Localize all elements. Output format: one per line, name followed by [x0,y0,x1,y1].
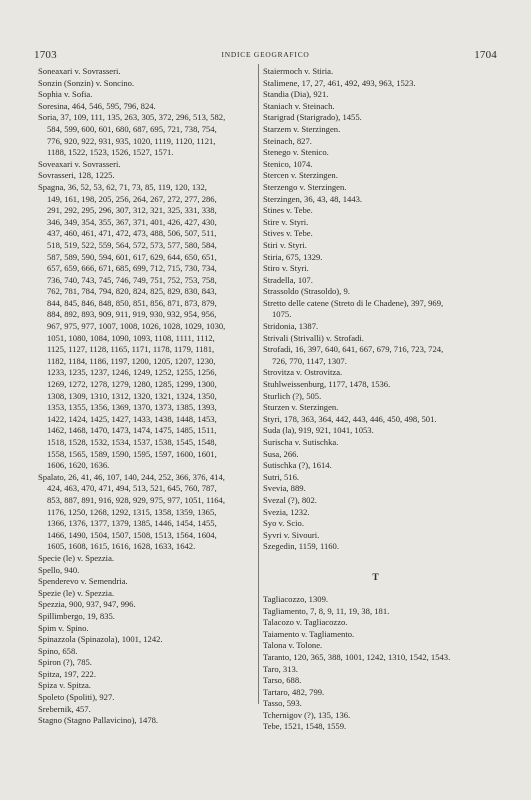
index-entry-continuation: 149, 161, 198, 205, 256, 264, 267, 272, 277, 286, [47,193,217,204]
index-entry-line: Tartaro, 482, 799. [263,686,325,697]
index-entry [263,344,488,367]
index-entry-line: Spim v. Spino. [38,622,89,633]
index-entry [263,321,488,333]
index-entry [263,617,488,629]
index-column-right [263,66,488,733]
index-entry-line: Spino, 658. [38,645,78,656]
index-entry-line: Soria, 37, 109, 111, 135, 263, 305, 372, 296, 513, 582, [38,112,226,123]
index-entry-continuation: 518, 519, 522, 559, 564, 572, 573, 577, 580, 584, [47,239,217,250]
index-entry-line: Stagno (Stagno Pallavicino), 1478. [38,715,159,726]
index-entry [38,89,253,101]
index-entry-line: Sturlich (?), 505. [263,390,322,401]
index-entry-continuation: 1366, 1376, 1377, 1379, 1385, 1446, 1454, 1455, [47,518,217,529]
index-entry-line: Soveaxari v. Sovrasseri. [38,158,121,169]
index-entry-line: Srebernik, 457. [38,703,91,714]
index-entry [263,124,488,136]
index-entry [38,680,253,692]
index-entry [263,333,488,345]
index-entry [38,553,253,565]
index-entry-continuation: 1125, 1127, 1128, 1165, 1171, 1178, 1179, 1181, [47,344,215,355]
index-entry [263,507,488,519]
index-entry-line: Tebe, 1521, 1548, 1559. [263,721,347,732]
index-entry [263,425,488,437]
index-entry [263,66,488,78]
index-entry-line: Stenego v. Stenico. [263,147,329,158]
index-entry-continuation: 584, 599, 600, 601, 680, 687, 695, 721, 738, 754, [47,123,217,134]
index-entry [263,112,488,124]
index-entry [263,606,488,618]
index-entry [38,715,253,727]
index-entry-continuation: 726, 770, 1147, 1307. [272,355,347,366]
index-entry-line: Sterzengo v. Sterzingen. [263,181,347,192]
index-entry-line: Specie (le) v. Spezzia. [38,552,115,563]
index-entry-line: Syvri v. Sivouri. [263,529,320,540]
index-entry [263,675,488,687]
index-entry-line: Soneaxari v. Sovrasseri. [38,66,121,76]
index-entry-continuation: 1269, 1272, 1278, 1279, 1280, 1285, 1299, 1300, [47,379,217,390]
index-entry-line: Stuhlweissenburg, 1177, 1478, 1536. [263,379,391,390]
index-entry [263,391,488,403]
index-entry-line: Taro, 313. [263,663,298,674]
index-entry-line: Stenico, 1074. [263,158,313,169]
index-entries-s [263,66,488,553]
index-entry-line: Sturzen v. Sterzingen. [263,402,339,413]
index-entry [263,460,488,472]
index-entries-t [263,594,488,733]
index-entry-continuation: 967, 975, 977, 1007, 1008, 1026, 1028, 1029, 1030, [47,321,226,332]
index-entry-continuation: 1605, 1608, 1615, 1616, 1628, 1633, 1642. [47,541,196,552]
index-entry-line: Sterzingen, 36, 43, 48, 1443. [263,193,363,204]
index-entry-continuation: 1518, 1528, 1532, 1534, 1537, 1538, 1545, 1548, [47,437,217,447]
index-entry-line: Sophia v. Sofia. [38,89,93,100]
index-entry-continuation: 1182, 1184, 1186, 1197, 1200, 1205, 1207, 1230, [47,355,216,366]
index-entry [38,565,253,577]
index-entry-line: Spoleto (Spoliti), 927. [38,692,115,703]
index-entry [263,629,488,641]
index-entry [38,472,253,553]
index-entry-line: Spitza, 197, 222. [38,668,97,679]
index-entry-continuation: 844, 845, 846, 848, 850, 851, 856, 871, 873, 879, [47,297,217,308]
index-entry-line: Stradella, 107. [263,274,313,285]
index-entry-continuation: 1422, 1424, 1425, 1427, 1433, 1438, 1448, 1453, [47,413,217,424]
index-entry [263,298,488,321]
index-entry [38,657,253,669]
index-entry-line: Strassoldo (Strasoldo), 9. [263,286,350,297]
index-entry-continuation: 1462, 1468, 1470, 1473, 1474, 1475, 1485, 1511, [47,425,217,436]
index-entry-line: Szegedin, 1159, 1160. [263,541,339,552]
index-entry [263,530,488,542]
index-entry [263,698,488,710]
index-entry-line: Surischa v. Sutischka. [263,437,339,447]
index-entry-line: Steinach, 827. [263,135,312,146]
index-entry [263,205,488,217]
index-entry [38,623,253,635]
index-entry-line: Svezia, 1232. [263,506,310,517]
index-entry [263,472,488,484]
index-entry [263,379,488,391]
index-entry [263,275,488,287]
index-entry-line: Staiermoch v. Stiria. [263,66,334,76]
index-entry-continuation: 346, 349, 354, 355, 367, 371, 401, 426, 427, 430, [47,216,217,227]
index-entry-continuation: 1051, 1080, 1084, 1090, 1093, 1108, 1111, 1112, [47,332,215,343]
index-entry-line: Spalato, 26, 41, 46, 107, 140, 244, 252, 366, 376, 414, [38,471,225,482]
page-number-right: 1704 [474,49,497,61]
index-entry-line: Sutri, 516. [263,471,300,482]
index-entry-line: Stiria, 675, 1329. [263,251,323,262]
index-entry-line: Susa, 266. [263,448,299,459]
index-entry-line: Spello, 940. [38,564,80,575]
index-entry [38,599,253,611]
index-entry [263,182,488,194]
index-entry-continuation: 1308, 1309, 1310, 1312, 1320, 1321, 1324, 1350, [47,390,217,401]
index-entry [38,112,253,158]
index-entry-continuation: 1466, 1490, 1504, 1507, 1508, 1513, 1564, 1604, [47,529,217,540]
index-entry-line: Svezal (?), 802. [263,494,317,505]
index-entry-continuation: 1353, 1355, 1356, 1369, 1370, 1373, 1385, 1393, [47,402,217,413]
index-entry-line: Taiamento v. Tagliamento. [263,628,355,639]
index-entry-continuation: 1075. [272,309,292,320]
index-entry [263,594,488,606]
index-entry [38,634,253,646]
index-entry [263,414,488,426]
section-heading-t: T [372,572,379,583]
index-entry [263,159,488,171]
index-entry [263,194,488,206]
index-entry [263,541,488,553]
index-entry-line: Tarso, 688. [263,675,302,686]
index-entry-line: Spiza v. Spitza. [38,680,91,691]
index-entry [263,101,488,113]
index-entry [38,159,253,171]
index-entry-continuation: 587, 589, 590, 594, 601, 617, 629, 644, 650, 651, [47,251,217,262]
index-entry-line: Starzem v. Sterzingen. [263,123,341,134]
index-entry [263,286,488,298]
index-entry-continuation: 437, 460, 461, 471, 472, 473, 488, 506, 507, 511, [47,228,217,239]
index-entry [263,402,488,414]
index-entry [263,437,488,449]
index-entry [263,217,488,229]
index-entry-line: Sonzin (Sonzin) v. Soncino. [38,77,135,88]
index-entry-continuation: 853, 887, 891, 916, 928, 929, 975, 977, 1051, 1164, [47,494,226,505]
page-header [34,49,497,63]
index-entry-continuation: 1558, 1565, 1589, 1590, 1595, 1597, 1600, 1601, [47,448,217,459]
index-entry-line: Standia (Dia), 921. [263,89,329,100]
index-entry-line: Soresina, 464, 546, 595, 796, 824. [38,100,156,111]
index-entry [38,611,253,623]
index-entry [263,228,488,240]
index-entry-line: Talacozo v. Tagliacozzo. [263,617,348,628]
index-entry-line: Styri, 178, 363, 364, 442, 443, 446, 450, 498, 501. [263,413,437,424]
index-entry-line: Staniach v. Steinach. [263,100,335,111]
index-entry-line: Spezzia, 900, 937, 947, 996. [38,599,136,610]
section-spacer [263,553,488,571]
index-entry-continuation: 1188, 1522, 1523, 1526, 1527, 1571. [47,147,174,158]
index-entry [263,495,488,507]
index-entry-line: Sutischka (?), 1614. [263,460,332,471]
index-entry-line: Strivali (Strivalli) v. Strofadi. [263,332,364,343]
index-entry-line: Spagna, 36, 52, 53, 62, 71, 73, 85, 119, 120, 132, [38,181,207,192]
column-divider [258,64,259,704]
index-entry-line: Talona v. Tolone. [263,640,323,651]
index-entry-line: Tchernigov (?), 135, 136. [263,709,351,720]
index-entry [263,640,488,652]
index-entry-line: Strofadi, 16, 397, 640, 641, 667, 679, 716, 723, 724, [263,344,444,355]
index-entry-continuation: 1233, 1235, 1237, 1246, 1249, 1252, 1255, 1256, [47,367,217,378]
index-entry-line: Tagliacozzo, 1309. [263,593,329,604]
index-entry-line: Stiri v. Styri. [263,239,307,250]
index-entry [263,263,488,275]
index-entry [263,367,488,379]
index-entry [38,692,253,704]
index-entry-line: Stretto delle catene (Streto di le Chadene), 397, 969, [263,297,444,308]
index-entry-line: Sovrasseri, 128, 1225. [38,170,115,181]
index-entry [38,646,253,658]
index-entry [38,101,253,113]
index-entry [263,518,488,530]
running-title: INDICE GEOGRAFICO [221,50,310,59]
index-entry-line: Starigrad (Starigrado), 1455. [263,112,362,123]
index-entry [263,170,488,182]
index-entry-line: Stire v. Styri. [263,216,309,227]
index-entry [38,576,253,588]
index-entry [263,252,488,264]
index-entry [263,89,488,101]
index-entry-continuation: 762, 781, 784, 794, 820, 824, 825, 829, 830, 843, [47,286,217,297]
index-entry-line: Spiron (?), 785. [38,657,92,668]
index-entry-continuation: 424, 463, 470, 471, 494, 513, 521, 645, 760, 787, [47,483,217,494]
index-entry-continuation: 657, 659, 666, 671, 685, 699, 712, 715, 730, 734, [47,263,217,274]
index-entry [263,240,488,252]
index-entry-line: Stalimene, 17, 27, 461, 492, 493, 963, 1523. [263,77,416,88]
index-entry [38,669,253,681]
index-entry [263,652,488,664]
index-entry-continuation: 776, 920, 922, 931, 935, 1020, 1119, 1120, 1121, [47,135,216,146]
page-number-left: 1703 [34,49,57,61]
index-entry [38,66,253,78]
index-entry [38,170,253,182]
index-entry-continuation: 291, 292, 295, 296, 307, 312, 321, 325, 331, 338, [47,205,217,216]
index-entry [263,483,488,495]
index-entry [263,78,488,90]
index-entry-continuation: 736, 740, 743, 745, 746, 749, 751, 752, 753, 758, [47,274,217,285]
index-entry-line: Stiro v. Styri. [263,263,309,274]
index-entry-continuation: 1606, 1620, 1636. [47,460,110,471]
index-entry [263,687,488,699]
index-entry-line: Stridonia, 1387. [263,321,319,332]
index-entry-line: Taranto, 120, 365, 388, 1001, 1242, 1310, 1542, 1543. [263,651,451,662]
index-entry-line: Spillimbergo, 19, 835. [38,610,115,621]
index-entry [263,710,488,722]
index-entry-line: Suda (la), 919, 921, 1041, 1053. [263,425,374,436]
index-entry-line: Stives v. Tebe. [263,228,313,239]
index-entry-continuation: 884, 892, 893, 909, 911, 919, 930, 932, 954, 956, [47,309,217,320]
index-entry [263,449,488,461]
index-entry [263,664,488,676]
index-entry [263,147,488,159]
index-entry-line: Spezie (le) v. Spezzia. [38,587,115,598]
index-entry [38,78,253,90]
index-entry-line: Spenderevo v. Semendria. [38,576,128,587]
index-entry [263,136,488,148]
index-entry-line: Strovitza v. Ostrovitza. [263,367,343,378]
index-entry-line: Stercen v. Sterzingen. [263,170,338,181]
index-entry-line: Spinazzola (Spinazola), 1001, 1242. [38,634,163,645]
index-entry-line: Syo v. Scio. [263,518,304,529]
index-column-left [38,66,253,727]
index-entry [38,704,253,716]
index-entry-line: Stines v. Tebe. [263,205,313,216]
index-entry [38,588,253,600]
index-entry [38,182,253,472]
index-entry-line: Tasso, 593. [263,698,302,709]
index-entry-continuation: 1176, 1250, 1268, 1292, 1315, 1358, 1359, 1365, [47,506,217,517]
index-entry [263,721,488,733]
index-entry-line: Svevia, 889. [263,483,306,494]
index-entry-line: Tagliamento, 7, 8, 9, 11, 19, 38, 181. [263,605,390,616]
